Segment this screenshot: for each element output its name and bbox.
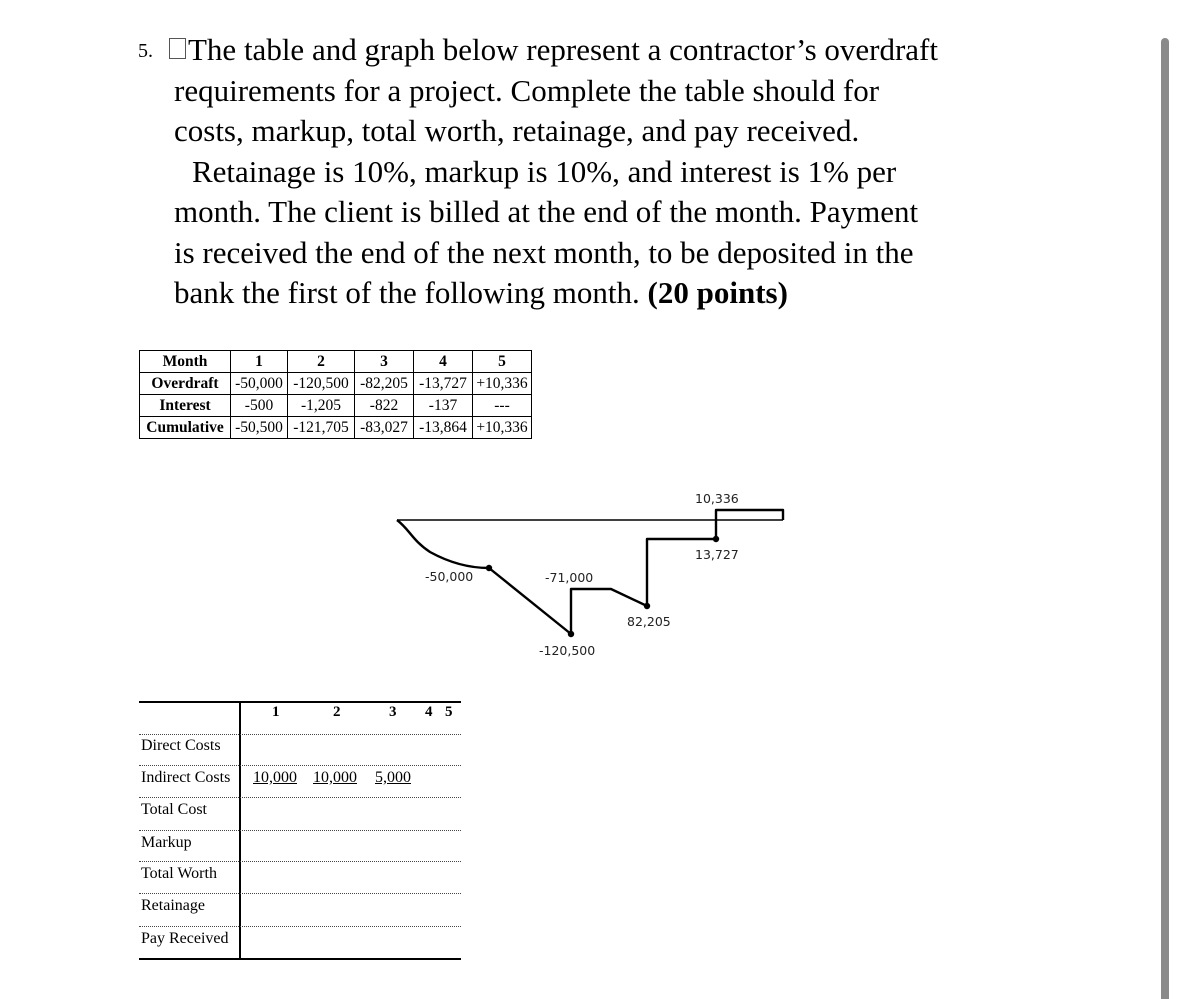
- graph-point: [644, 603, 650, 609]
- indirect-cost-value: 5,000: [375, 769, 411, 786]
- column-header: 1: [272, 704, 280, 720]
- question-line: requirements for a project. Complete the table should for: [174, 72, 880, 108]
- column-header: 5: [445, 704, 453, 720]
- table-cell: -82,205: [355, 373, 414, 395]
- divider: [139, 926, 461, 927]
- graph-point: [568, 631, 574, 637]
- table-cell: -13,727: [414, 373, 473, 395]
- graph-label: 13,727: [695, 547, 739, 562]
- graph-label: -50,000: [425, 569, 474, 584]
- row-label: Cumulative: [140, 417, 231, 439]
- divider: [139, 734, 461, 735]
- row-label: Indirect Costs: [141, 769, 231, 786]
- row-label: Total Worth: [141, 865, 217, 882]
- question-number: 5.: [138, 40, 153, 62]
- row-label: Overdraft: [140, 373, 231, 395]
- row-label: Retainage: [141, 897, 205, 914]
- vertical-scrollbar[interactable]: [1161, 38, 1169, 999]
- table-cell: +10,336: [473, 373, 532, 395]
- column-header: 4: [425, 704, 433, 720]
- indirect-cost-value: 10,000: [253, 769, 297, 786]
- indirect-cost-value: 10,000: [313, 769, 357, 786]
- table-cell: ---: [473, 395, 532, 417]
- table-header-cell: 4: [414, 351, 473, 373]
- divider: [139, 958, 461, 960]
- divider: [139, 830, 461, 831]
- graph-point: [486, 565, 492, 571]
- row-label: Total Cost: [141, 801, 207, 818]
- table-cell: -500: [231, 395, 288, 417]
- graph-label: 10,336: [695, 491, 739, 506]
- divider: [139, 797, 461, 798]
- question-line: month. The client is billed at the end of the month. Payment: [174, 194, 919, 229]
- table-cell: -13,864: [414, 417, 473, 439]
- question-line: Retainage is 10%, markup is 10%, and interest is 1% per: [192, 153, 897, 189]
- divider: [139, 701, 461, 703]
- row-label: Interest: [140, 395, 231, 417]
- question-line: is received the end of the next month, to be deposited in the: [174, 234, 914, 270]
- table-cell: -137: [414, 395, 473, 417]
- table-header-cell: 5: [473, 351, 532, 373]
- column-header: 3: [389, 704, 397, 720]
- table-cell: -120,500: [288, 373, 355, 395]
- table-cell: +10,336: [473, 417, 532, 439]
- table-cell: -50,500: [231, 417, 288, 439]
- table-cell: -822: [355, 395, 414, 417]
- divider: [139, 861, 461, 862]
- row-label: Direct Costs: [141, 737, 221, 754]
- question-line: bank the first of the following month.: [174, 275, 640, 310]
- graph-point: [713, 536, 719, 542]
- divider: [139, 765, 461, 766]
- graph-label: -71,000: [545, 570, 594, 585]
- table-header-cell: 3: [355, 351, 414, 373]
- cost-table: [139, 701, 461, 960]
- row-label: Markup: [141, 834, 192, 851]
- table-cell: -121,705: [288, 417, 355, 439]
- divider: [139, 893, 461, 894]
- question-line: The table and graph below represent a contractor’s overdraft: [188, 32, 938, 67]
- graph-label: 82,205: [627, 614, 671, 629]
- question-line: costs, markup, total worth, retainage, and pay received.: [174, 113, 860, 148]
- table-header-cell: 2: [288, 351, 355, 373]
- table-cell: -50,000: [231, 373, 288, 395]
- table-header-cell: 1: [231, 351, 288, 373]
- table-cell: -1,205: [288, 395, 355, 417]
- graph-label: -120,500: [539, 643, 596, 658]
- table-cell: -83,027: [355, 417, 414, 439]
- points: (20 points): [647, 275, 788, 310]
- table-header-cell: Month: [140, 351, 231, 373]
- column-header: 2: [333, 704, 341, 720]
- row-label: Pay Received: [141, 930, 229, 947]
